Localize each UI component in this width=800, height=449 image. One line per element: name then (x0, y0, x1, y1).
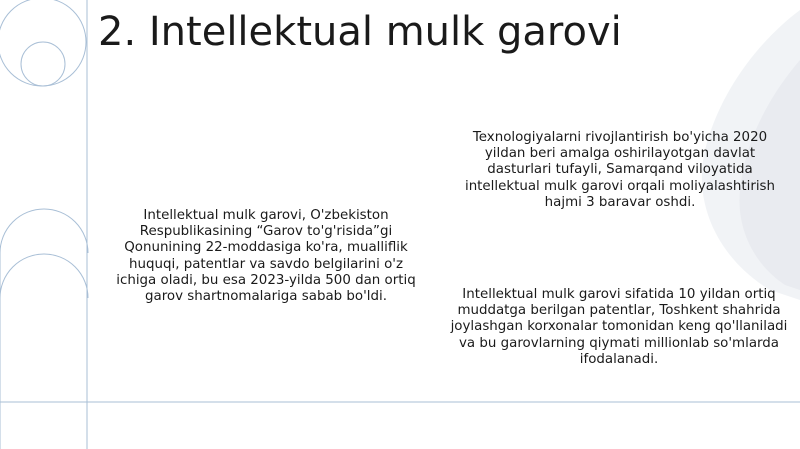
arch-outline-upper (0, 209, 88, 253)
arch-outline-lower (0, 254, 88, 298)
small-circle-outline (21, 42, 65, 86)
slide-title: 2. Intellektual mulk garovi (98, 9, 622, 55)
large-circle-outline (0, 0, 86, 86)
right-top-text-block: Texnologiyalarni rivojlantirish bo'yicha 2020 yildan beri amalga oshirilayotgan davlat dasturlari tufayli, Samarqand viloyatida intellektual mulk garovi orqali moliyalashtirish hajmi 3 baravar oshdi. (464, 130, 776, 210)
right-bottom-text-block: Intellektual mulk garovi sifatida 10 yildan ortiq muddatga berilgan patentlar, Toshkent shahrida joylashgan korxonalar tomonidan keng qo'llaniladi va bu garovlarning qiymati millionlab so'mlarda ifodalanadi. (450, 287, 788, 367)
left-text-block: Intellektual mulk garovi, O'zbekiston Respublikasining “Garov to'g'risida”gi Qonunining 22-moddasiga ko'ra, mualliflik huquqi, patentlar va savdo belgilarini o'z ichiga oladi, bu esa 2023-yilda 500 dan ortiq garov shartnomalariga sabab bo'ldi. (116, 208, 416, 305)
